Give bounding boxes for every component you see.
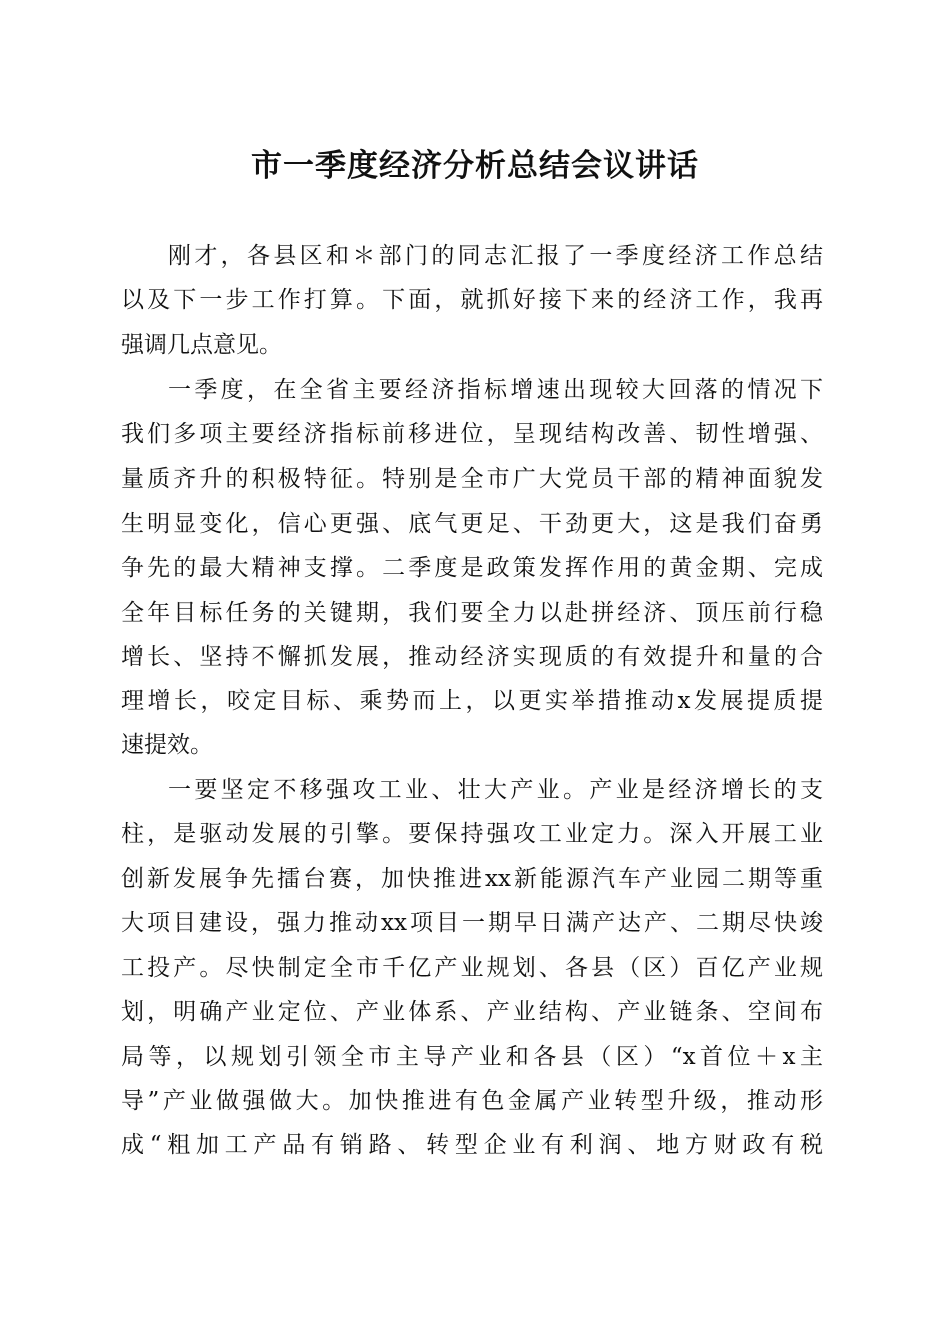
text-line: 以及下一步工作打算。下面，就抓好接下来的经济工作，我再 bbox=[121, 287, 823, 313]
text-line: 生明显变化，信心更强、底气更足、干劲更大，这是我们奋勇 bbox=[121, 511, 823, 537]
text-line: 一要坚定不移强攻工业、壮大产业。产业是经济增长的支 bbox=[168, 777, 823, 803]
text-line: 速提效。 bbox=[121, 732, 213, 758]
text-line: 我们多项主要经济指标前移进位，呈现结构改善、韧性增强、 bbox=[121, 421, 823, 447]
text-line: 理增长，咬定目标、乘势而上，以更实举措推动x发展提质提 bbox=[121, 688, 823, 714]
document-title: 市一季度经济分析总结会议讲话 bbox=[251, 148, 699, 184]
text-line: 成“粗加工产品有销路、转型企业有利润、地方财政有税 bbox=[121, 1132, 823, 1158]
text-line: 全年目标任务的关键期，我们要全力以赴拼经济、顶压前行稳 bbox=[121, 600, 823, 626]
text-line: 刚才，各县区和＊部门的同志汇报了一季度经济工作总结 bbox=[168, 243, 823, 269]
text-line: 大项目建设，强力推动xx项目一期早日满产达产、二期尽快竣 bbox=[121, 910, 823, 936]
text-line: 创新发展争先擂台赛，加快推进xx新能源汽车产业园二期等重 bbox=[121, 866, 823, 892]
text-line: 柱，是驱动发展的引擎。要保持强攻工业定力。深入开展工业 bbox=[121, 821, 823, 847]
text-line: 划，明确产业定位、产业体系、产业结构、产业链条、空间布 bbox=[121, 999, 823, 1025]
text-line: 争先的最大精神支撑。二季度是政策发挥作用的黄金期、完成 bbox=[121, 555, 823, 581]
text-line: 量质齐升的积极特征。特别是全市广大党员干部的精神面貌发 bbox=[121, 466, 823, 492]
text-line: 强调几点意见。 bbox=[121, 332, 282, 358]
text-line: 一季度，在全省主要经济指标增速出现较大回落的情况下 bbox=[168, 377, 823, 403]
text-line: 工投产。尽快制定全市千亿产业规划、各县（区）百亿产业规 bbox=[121, 955, 823, 981]
text-line: 导”产业做强做大。加快推进有色金属产业转型升级，推动形 bbox=[121, 1088, 823, 1114]
text-line: 增长、坚持不懈抓发展，推动经济实现质的有效提升和量的合 bbox=[121, 644, 823, 670]
text-line: 局等，以规划引领全市主导产业和各县（区）“x首位＋x主 bbox=[121, 1044, 823, 1070]
